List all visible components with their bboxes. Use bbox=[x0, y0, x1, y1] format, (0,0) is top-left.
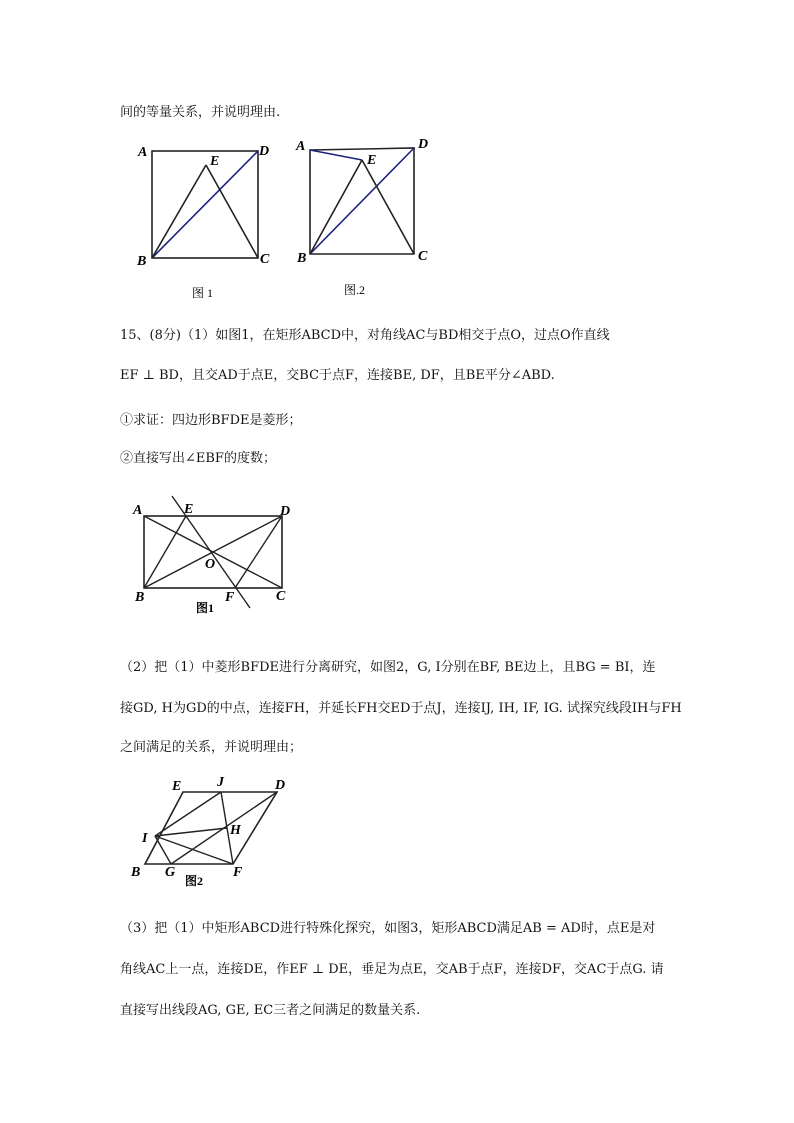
top-figure-2 bbox=[290, 132, 440, 302]
label-f: F bbox=[233, 865, 243, 880]
intro-text: 间的等量关系，并说明理由. bbox=[120, 105, 281, 120]
label-d: D bbox=[418, 137, 429, 152]
q15-line3: ①求证：四边形BFDE是菱形； bbox=[120, 413, 302, 428]
label-a: A bbox=[138, 145, 148, 160]
figure-caption: 图 1 bbox=[192, 286, 214, 300]
label-c: C bbox=[276, 589, 286, 604]
segment-ec bbox=[206, 165, 258, 258]
label-e: E bbox=[172, 779, 182, 794]
q15-part2-line2: 接GD, H为GD的中点，连接FH，并延长FH交ED于点J，连接IJ, IH, IF, IG. 试探究线段IH与FH bbox=[120, 701, 682, 716]
label-e: E bbox=[184, 502, 194, 517]
segment-be bbox=[310, 160, 362, 254]
figure-caption: 图2 bbox=[185, 874, 204, 888]
label-e: E bbox=[210, 154, 220, 169]
label-a: A bbox=[296, 139, 306, 154]
label-o: O bbox=[205, 557, 216, 572]
label-d: D bbox=[259, 144, 270, 159]
q15-figure-2 bbox=[125, 770, 305, 890]
label-g: G bbox=[165, 865, 176, 880]
segment-if bbox=[155, 836, 233, 864]
q15-part2-line1: （2）把（1）中菱形BFDE进行分离研究，如图2，G, I分别在BF, BE边上，且BG = BI，连 bbox=[120, 660, 656, 675]
label-f: F bbox=[225, 590, 235, 605]
q15-line1: 15、(8分)（1）如图1，在矩形ABCD中，对角线AC与BD相交于点O，过点O作直线 bbox=[120, 328, 610, 343]
q15-part3-line2: 角线AC上一点，连接DE，作EF ⊥ DE，垂足为点E，交AB于点F，连接DF，交AC于点G. 请 bbox=[120, 962, 664, 977]
label-d: D bbox=[275, 778, 286, 793]
label-b: B bbox=[135, 590, 145, 605]
label-i: I bbox=[142, 831, 148, 846]
segment-df bbox=[235, 516, 282, 588]
label-b: B bbox=[131, 865, 141, 880]
diagonal-bd bbox=[310, 148, 414, 254]
q15-figure-1 bbox=[128, 492, 308, 622]
figure-caption: 图1 bbox=[196, 601, 215, 615]
label-h: H bbox=[230, 823, 241, 838]
top-figure-1 bbox=[130, 135, 290, 305]
label-c: C bbox=[418, 249, 428, 264]
q15-part3-line1: （3）把（1）中矩形ABCD进行特殊化探究，如图3，矩形ABCD满足AB = AD时，点E是对 bbox=[120, 921, 656, 936]
label-a: A bbox=[133, 503, 143, 518]
label-b: B bbox=[297, 251, 307, 266]
label-e: E bbox=[367, 153, 377, 168]
q15-part2-line3: 之间满足的关系，并说明理由； bbox=[120, 740, 303, 755]
label-c: C bbox=[260, 252, 270, 267]
label-j: J bbox=[217, 775, 224, 790]
q15-part3-line3: 直接写出线段AG, GE, EC三者之间满足的数量关系. bbox=[120, 1003, 421, 1018]
label-b: B bbox=[137, 254, 147, 269]
q15-line4: ②直接写出∠EBF的度数； bbox=[120, 451, 276, 466]
figure-caption: 图.2 bbox=[344, 283, 366, 297]
label-d: D bbox=[280, 504, 291, 519]
segment-ae bbox=[310, 150, 362, 160]
q15-line2: EF ⊥ BD，且交AD于点E，交BC于点F，连接BE, DF，且BE平分∠ABD. bbox=[120, 368, 555, 383]
